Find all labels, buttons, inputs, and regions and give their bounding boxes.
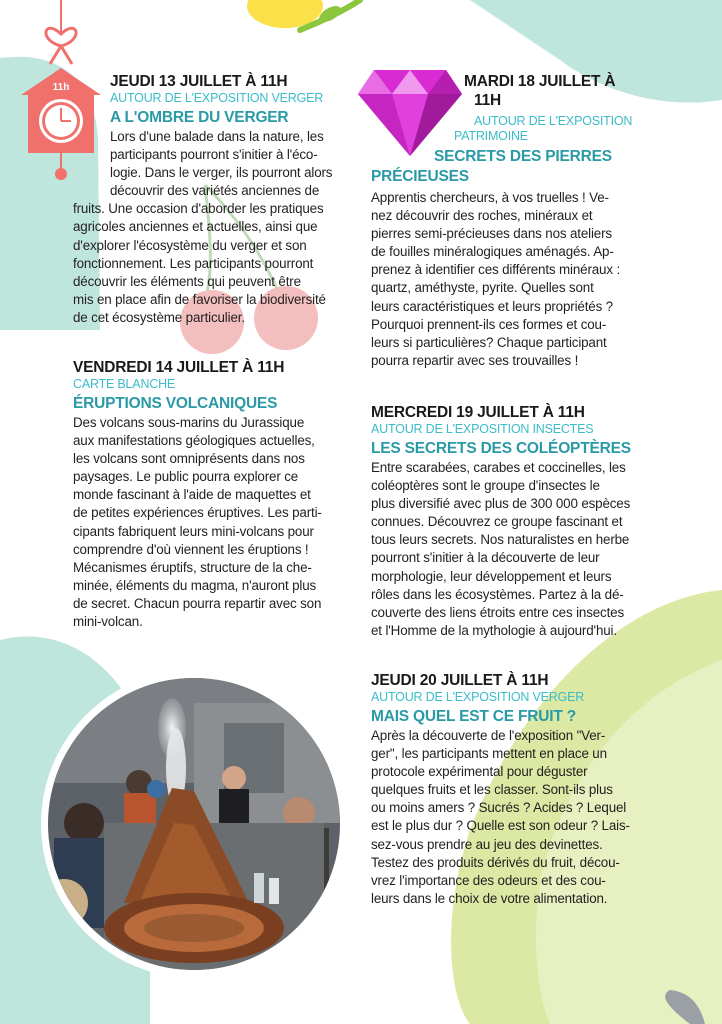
- event-category: [371, 114, 649, 144]
- text-line: de cet écosystème particulier.: [73, 309, 245, 325]
- text-line: coléoptères sont le groupe d'insectes le: [371, 478, 600, 494]
- text-line: comprendre d'où viennent les éruptions !: [73, 541, 309, 557]
- workshop-photo: [44, 673, 344, 975]
- text-line: Après la découverte de l'exposition "Ver-: [371, 728, 606, 743]
- text-line: prenez à identifier ces différents minéraux :: [371, 262, 621, 278]
- text-line: aux manifestations géologiques actuelles,: [73, 433, 315, 449]
- event-description: [73, 414, 351, 631]
- event-title: A L'OMBRE DU VERGER: [110, 109, 289, 126]
- text-line: Des volcans sous-marins du Jurassique: [73, 415, 305, 430]
- text-line: Pourquoi prennent-ils ces formes et cou-: [371, 316, 607, 332]
- event-mardi-18: [371, 72, 649, 370]
- event-mercredi-19: [371, 403, 649, 640]
- title-line: PRÉCIEUSES: [371, 168, 469, 185]
- text-line: monde fascinant à l'aide de maquettes et: [73, 487, 311, 503]
- text-line: rôles dans les écosystèmes. Partez à la dé-: [371, 586, 624, 602]
- text-line: de secret. Chacun pourra repartir avec son: [73, 595, 322, 611]
- event-description: [73, 128, 351, 327]
- text-line: pierres semi-précieuses dans nos ateliers: [371, 226, 612, 242]
- event-category: CARTE BLANCHE: [73, 377, 176, 391]
- text-line: et l'Homme de la mythologie à aujourd'hui.: [371, 622, 617, 638]
- event-vendredi-14: [73, 358, 351, 631]
- text-line: les volcans sont omniprésents dans nos: [73, 451, 305, 467]
- text-line: Entre scarabées, carabes et coccinelles, les: [371, 460, 626, 475]
- text-line: est le plus dur ? Quelle est son odeur ? Lais-: [371, 818, 630, 834]
- text-line: quartz, améthyste, pyrite. Quelles sont: [371, 280, 594, 296]
- text-line: d'explorer l'écosystème du verger et son: [73, 237, 307, 253]
- event-category: AUTOUR DE L'EXPOSITION VERGER: [371, 690, 585, 704]
- text-line: sez-vous prendre au jeu des devinettes.: [371, 836, 603, 852]
- text-line: leurs si particulières? Chaque participant: [371, 334, 607, 350]
- text-line: Mécanismes éruptifs, structure de la che-: [73, 559, 312, 575]
- text-line: tous leurs secrets. Nos naturalistes en herbe: [371, 532, 630, 548]
- event-description: [371, 189, 649, 370]
- text-line: cipants fabriquent leurs mini-volcans pour: [73, 523, 314, 539]
- text-line: Testez des produits dérivés du fruit, décou-: [371, 854, 620, 870]
- text-line: couverte des liens étroits entre ces insectes: [371, 604, 625, 620]
- event-date: JEUDI 20 JUILLET À 11H: [371, 672, 549, 689]
- text-line: leurs dans le choix de votre alimentation.: [371, 890, 608, 906]
- event-category: AUTOUR DE L'EXPOSITION VERGER: [110, 91, 324, 105]
- text-line: quelques fruits et les classer. Sont-ils plus: [371, 782, 613, 798]
- text-line: fonctionnement. Les participants pourront: [73, 255, 314, 271]
- text-line: nez découvrir des roches, minéraux et: [371, 208, 593, 224]
- text-line: de fouilles minéralogiques aménagés. Ap-: [371, 244, 614, 260]
- text-line: paysages. Le public pourra explorer ce: [73, 469, 299, 485]
- text-line: morphologie, leur développement et leurs: [371, 568, 612, 584]
- text-line: leurs caractéristiques et leurs propriétés ?: [371, 298, 613, 314]
- text-line: minée, éléments du magma, n'auront plus: [73, 577, 317, 593]
- event-title: MAIS QUEL EST CE FRUIT ?: [371, 708, 577, 725]
- event-category: AUTOUR DE L'EXPOSITION INSECTES: [371, 422, 594, 436]
- text-line: plus diversifié avec plus de 300 000 espèces: [371, 496, 631, 512]
- event-description: [371, 727, 649, 908]
- text-line: protocole expérimental pour déguster: [371, 764, 588, 780]
- text-line: pourra repartir avec ses trouvailles !: [371, 352, 579, 368]
- text-line: ger", les participants mettent en place un: [371, 746, 607, 762]
- text-line: participants pourront s'initier à l'éco-: [110, 147, 318, 163]
- text-line: Apprentis chercheurs, à vos truelles ! Ve-: [371, 190, 609, 205]
- title-line: SECRETS DES PIERRES: [434, 148, 612, 165]
- text-line: découvrir des variétés anciennes de: [110, 183, 320, 199]
- event-date: [371, 72, 649, 110]
- category-line: PATRIMOINE: [454, 129, 528, 143]
- event-date: JEUDI 13 JUILLET À 11H: [110, 73, 288, 90]
- text-line: agricoles anciennes et actuelles, ainsi que: [73, 219, 318, 235]
- text-line: connues. Découvrez ce groupe fascinant et: [371, 514, 623, 530]
- event-title: [371, 147, 649, 186]
- text-line: de petites expériences éruptives. Les parti-: [73, 505, 322, 521]
- category-line: AUTOUR DE L'EXPOSITION: [474, 114, 633, 128]
- text-line: mis en place afin de favoriser la biodiversité: [73, 291, 326, 307]
- clock-label: 11h: [52, 82, 70, 93]
- text-line: découvrir les éléments qui peuvent être: [73, 273, 301, 289]
- text-line: vrez l'importance des odeurs et des cou-: [371, 872, 606, 888]
- text-line: Lors d'une balade dans la nature, les: [110, 129, 324, 144]
- event-description: [371, 459, 649, 640]
- text-line: pourront s'initier à la découverte de leur: [371, 550, 600, 566]
- text-line: ou moins amers ? Sucrés ? Acides ? Lequel: [371, 800, 627, 816]
- date-line: MARDI 18 JUILLET À: [464, 73, 616, 90]
- event-date: VENDREDI 14 JUILLET À 11H: [73, 359, 285, 376]
- text-line: logie. Dans le verger, ils pourront alors: [110, 165, 333, 181]
- event-title: LES SECRETS DES COLÉOPTÈRES: [371, 440, 631, 457]
- text-line: mini-volcan.: [73, 614, 143, 630]
- event-jeudi-13: [73, 72, 351, 327]
- event-date: MERCREDI 19 JUILLET À 11H: [371, 404, 585, 421]
- text-line: fruits. Une occasion d'aborder les pratiques: [73, 201, 324, 217]
- event-jeudi-20: [371, 671, 649, 908]
- event-title: ÉRUPTIONS VOLCANIQUES: [73, 395, 278, 412]
- date-line: 11H: [474, 92, 501, 109]
